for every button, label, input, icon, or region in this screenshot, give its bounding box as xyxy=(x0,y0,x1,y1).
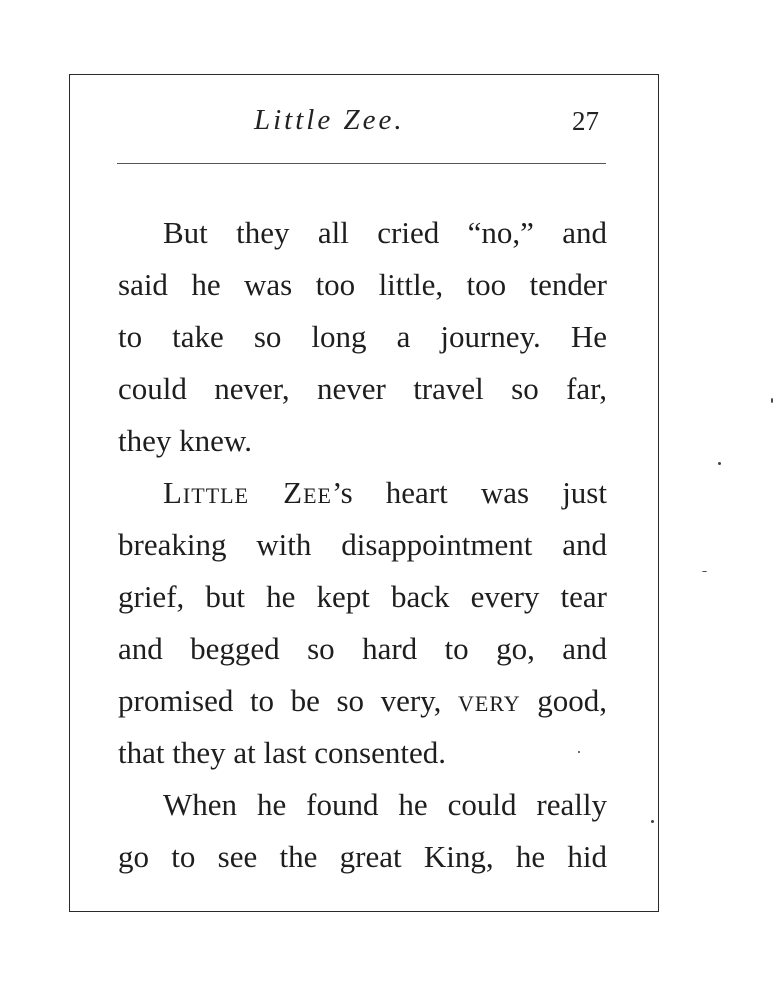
header-rule xyxy=(117,163,606,164)
text-line: said he was too little, too tender xyxy=(118,267,607,302)
text-line: they knew. xyxy=(118,423,253,458)
character-name: Little Zee xyxy=(163,475,332,510)
emphasis-word: very xyxy=(458,683,521,718)
text-line: that they at last consented. xyxy=(118,735,446,770)
text-line: breaking with disappointment and xyxy=(118,527,607,562)
text-line: and begged so hard to go, and xyxy=(118,631,607,666)
paper-speck xyxy=(578,751,580,753)
text-fragment: good, xyxy=(537,683,608,718)
body-text xyxy=(118,207,607,883)
text-line: could never, never travel so far, xyxy=(118,371,607,406)
text-line xyxy=(118,467,607,519)
text-line: go to see the great King, he hid xyxy=(118,839,607,874)
paper-speck xyxy=(718,462,721,465)
paper-speck xyxy=(702,571,707,572)
text-line: When he found he could really xyxy=(163,787,607,822)
paragraph-1 xyxy=(118,207,607,467)
text-fragment: promised to be so very, xyxy=(118,683,442,718)
running-title: Little Zee. xyxy=(254,104,405,136)
text-line: to take so long a journey. He xyxy=(118,319,607,354)
text-line xyxy=(118,675,607,727)
text-line: But they all cried “no,” and xyxy=(163,215,607,250)
paper-speck xyxy=(771,398,773,403)
text-fragment: ’s heart was just xyxy=(331,475,607,510)
paper-speck xyxy=(651,820,654,823)
paragraph-2 xyxy=(118,467,607,779)
page-number: 27 xyxy=(572,106,599,136)
text-line: grief, but he kept back every tear xyxy=(118,579,607,614)
paragraph-3 xyxy=(118,779,607,883)
